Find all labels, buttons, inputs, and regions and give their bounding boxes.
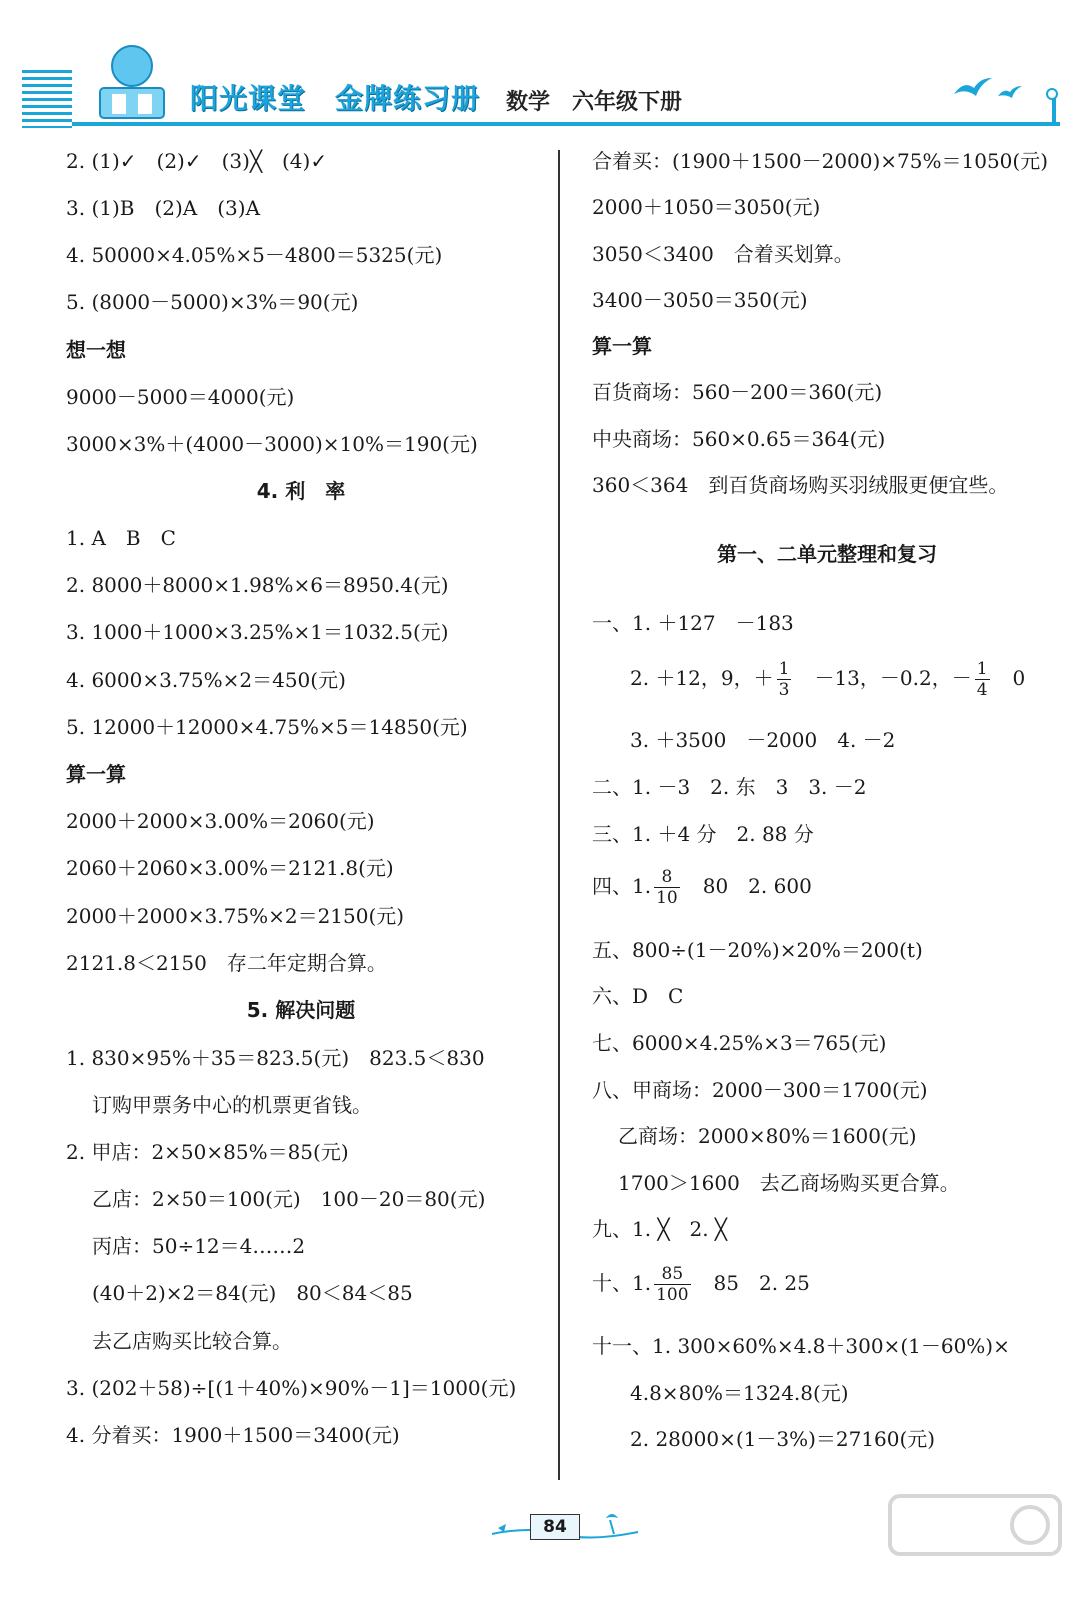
series-title: 阳光课堂 金牌练习册 [190,82,481,115]
book-logo-icon [92,38,172,122]
answer-text: 80 2. 600 [702,874,812,898]
birds-icon [950,68,1030,108]
subject-grade: 数学 六年级下册 [506,90,683,115]
fraction-numerator: 8 [654,867,680,888]
answer-line: 八、甲商场：2000－300＝1700(元) [592,1078,928,1102]
answer-text: 0 [1012,666,1026,690]
answer-line-with-fractions [592,866,812,906]
subsection-heading: 算一算 [592,334,652,358]
answer-line: 2. 8000＋8000×1.98%×6＝8950.4(元) [66,573,449,597]
answer-line: 五、800÷(1－20%)×20%＝200(t) [592,938,923,962]
answer-line: 3. (1)B (2)A (3)A [66,196,261,220]
answer-line: 1700＞1600 去乙商场购买更合算。 [618,1171,960,1195]
fraction [777,659,792,700]
subsection-heading: 算一算 [66,762,126,786]
answer-line: 2000＋1050＝3050(元) [592,195,821,219]
answer-line: 九、1. ╳ 2. ╳ [592,1217,727,1241]
answer-line: 2. (1)✓ (2)✓ (3)╳ (4)✓ [66,149,328,173]
fraction-denominator: 100 [656,1285,689,1305]
header-rule-dot [1046,88,1058,100]
fraction-numerator: 1 [976,659,988,679]
answer-line: 3400－3050＝350(元) [592,288,808,312]
page-header [0,0,1082,150]
fraction-denominator: 10 [656,888,678,908]
answer-line: 1. A B C [66,526,176,550]
section-heading: 5. 解决问题 [246,998,356,1022]
header-stripes [22,70,72,128]
answer-line: 3. (202＋58)÷[(1＋40%)×90%－1]＝1000(元) [66,1376,517,1400]
answer-line: 合着买：(1900＋1500－2000)×75%＝1050(元) [592,149,1049,173]
fraction-numerator: 85 [654,1264,690,1285]
answer-line: 中央商场：560×0.65＝364(元) [592,427,886,451]
answer-text: 2. ＋12，9，＋ [630,666,774,690]
answer-line: 3. 1000＋1000×3.25%×1＝1032.5(元) [66,620,449,644]
fraction [654,1264,690,1305]
answer-line: 9000－5000＝4000(元) [66,385,295,409]
answer-line: 乙店：2×50＝100(元) 100－20＝80(元) [92,1187,486,1211]
fraction-denominator: 3 [778,680,790,700]
answer-line: 4. 50000×4.05%×5－4800＝5325(元) [66,243,443,267]
answer-line: 2121.8＜2150 存二年定期合算。 [66,951,387,975]
answer-line-with-fractions [592,1263,810,1303]
answer-line: 3. ＋3500 －2000 4. －2 [630,728,896,752]
answer-text: 十、1. [592,1271,652,1295]
answer-line: 5. 12000＋12000×4.75%×5＝14850(元) [66,715,468,739]
answer-line: 订购甲票务中心的机票更省钱。 [92,1093,372,1117]
answer-line: 2. 甲店：2×50×85%＝85(元) [66,1140,349,1164]
fraction [654,867,680,908]
watermark-logo-icon [880,1488,1070,1588]
answer-line: 3050＜3400 合着买划算。 [592,242,854,266]
subsection-heading: 想一想 [66,338,126,362]
answer-line: 十一、1. 300×60%×4.8＋300×(1－60%)× [592,1334,1010,1358]
answer-line: 乙商场：2000×80%＝1600(元) [618,1124,917,1148]
section-heading: 第一、二单元整理和复习 [717,542,937,566]
answer-line: 六、D C [592,984,684,1008]
answer-line: 去乙店购买比较合算。 [92,1329,292,1353]
answer-line: 5. (8000－5000)×3%＝90(元) [66,290,359,314]
answer-text: －13，－0.2，－ [814,666,972,690]
answer-line: 4. 分着买：1900＋1500＝3400(元) [66,1423,400,1447]
answer-line-with-fractions [630,658,1025,698]
answer-line: 1. 830×95%＋35＝823.5(元) 823.5＜830 [66,1046,485,1070]
answer-line: 2000＋2000×3.75%×2＝2150(元) [66,904,405,928]
answer-line: 3000×3%＋(4000－3000)×10%＝190(元) [66,432,478,456]
answer-line: 百货商场：560－200＝360(元) [592,380,883,404]
answer-line: 丙店：50÷12＝4……2 [92,1234,306,1258]
answer-line: 2. 28000×(1－3%)＝27160(元) [630,1427,936,1451]
answer-line: (40＋2)×2＝84(元) 80＜84＜85 [92,1281,413,1305]
fraction-numerator: 1 [778,659,790,679]
section-heading: 4. 利 率 [256,479,346,503]
answer-line: 4.8×80%＝1324.8(元) [630,1381,849,1405]
answer-line: 七、6000×4.25%×3＝765(元) [592,1031,887,1055]
answer-text: 四、1. [592,874,652,898]
answer-line: 2000＋2000×3.00%＝2060(元) [66,809,375,833]
column-divider [558,150,560,1480]
answer-line: 三、1. ＋4 分 2. 88 分 [592,822,814,846]
answer-text: 85 2. 25 [713,1271,810,1295]
answer-line: 二、1. －3 2. 东 3 3. －2 [592,775,867,799]
answer-line: 一、1. ＋127 －183 [592,611,794,635]
answer-line: 2060＋2060×3.00%＝2121.8(元) [66,856,394,880]
header-rule [72,122,1060,126]
page-number: 84 [530,1514,580,1540]
answer-line: 360＜364 到百货商场购买羽绒服更便宜些。 [592,473,1009,497]
fraction [975,659,990,700]
fraction-denominator: 4 [976,680,988,700]
answer-line: 4. 6000×3.75%×2＝450(元) [66,668,346,692]
